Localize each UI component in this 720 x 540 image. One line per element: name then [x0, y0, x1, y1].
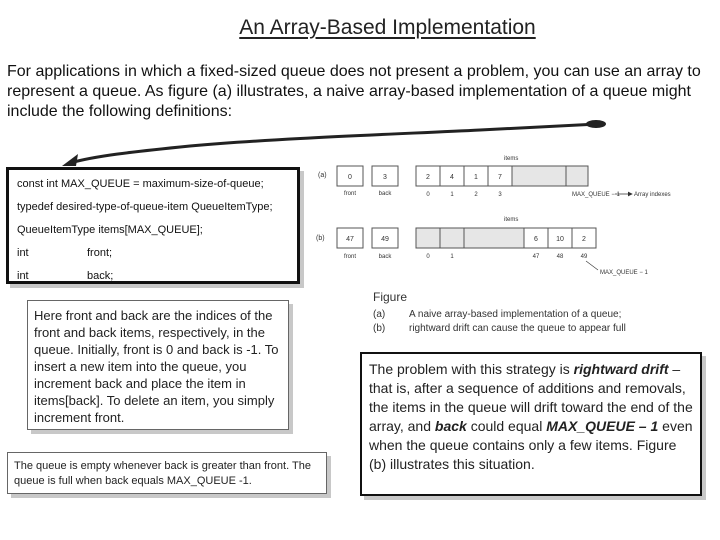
panel-b-front-value: 47: [346, 236, 354, 243]
panel-b-cell-49: 2: [582, 236, 586, 243]
panel-b-cell-48: 10: [556, 236, 564, 243]
code-keyword: int: [17, 247, 29, 259]
code-line-back: [17, 270, 113, 282]
panel-a-index-2: 2: [474, 192, 478, 198]
panel-b-index-0: 0: [426, 254, 430, 260]
code-line-typedef: typedef desired-type-of-queue-item QueueItemType;: [17, 201, 273, 213]
code-definitions-box: [6, 167, 300, 284]
drift-text: – that is, after a sequence of additions and removals, the items in the queue will drift toward the end of the array, and: [369, 361, 693, 434]
empty-full-note: The queue is empty whenever back is greater than front. The queue is full when back equals MAX_QUEUE -1.: [7, 452, 327, 494]
panel-a-array-label: items: [504, 156, 519, 162]
panel-b-index-49: 49: [580, 254, 588, 260]
panel-a-front-value: 0: [348, 174, 352, 181]
drift-term-back: back: [434, 418, 467, 434]
code-keyword: int: [17, 270, 29, 282]
drift-text: could equal: [466, 418, 547, 434]
panel-b-array-label: items: [504, 217, 519, 223]
caption-a: [373, 309, 621, 320]
panel-b-cell-47: 6: [534, 236, 538, 243]
panel-a-index-3: 3: [498, 192, 502, 198]
panel-a-cell-1: 4: [450, 174, 454, 181]
panel-a-arrow-label: Array indexes: [634, 192, 671, 198]
panel-b-index-48: 48: [556, 254, 564, 260]
panel-a-tag: (a): [318, 172, 327, 179]
drift-text: even when the queue contains only a few items. Figure (b) illustrates this situation.: [369, 418, 693, 472]
code-line-front: [17, 247, 112, 259]
queue-figure: [312, 140, 712, 285]
panel-b-index-1: 1: [450, 254, 454, 260]
panel-a-cell-3: 7: [498, 174, 502, 181]
panel-b-back-value: 49: [381, 236, 389, 243]
panel-a-max-label: MAX_QUEUE − 1: [572, 192, 620, 198]
panel-b-array: [416, 228, 596, 248]
code-line-items: QueueItemType items[MAX_QUEUE];: [17, 224, 203, 236]
panel-b-index-47: 47: [532, 254, 540, 260]
slide-title-text: An Array-Based Implementation: [239, 16, 536, 39]
intro-paragraph: For applications in which a fixed-sized queue does not present a problem, you can use an array to represent a queue. As figure (a) illustrates, a naive array-based implementation of a queue might include the following definitions:: [7, 63, 701, 120]
figure-label: Figure: [373, 290, 408, 304]
panel-a-back-value: 3: [383, 174, 387, 181]
panel-a-cell-0: 2: [426, 174, 430, 181]
caption-text: rightward drift can cause the queue to appear full: [409, 323, 626, 334]
panel-a-cell-2: 1: [474, 174, 478, 181]
panel-a-index-1: 1: [450, 192, 454, 198]
front-back-description: Here front and back are the indices of the front and back items, respectively, in the queue. Initially, front is 0 and back is -1. To insert a new item into the queue, you increment back and place the item in items[back]. To delete an item, you simply increment front.: [27, 300, 289, 430]
panel-b-max-leader: [586, 261, 598, 270]
panel-b-back-label: back: [378, 254, 392, 260]
code-identifier: front;: [87, 247, 113, 259]
caption-tag: (b): [373, 323, 386, 334]
panel-b-front-label: front: [343, 254, 357, 260]
drift-text: The problem with this strategy is: [369, 361, 574, 377]
caption-tag: (a): [373, 309, 386, 320]
panel-a-front-label: front: [343, 191, 357, 197]
panel-a-index-0: 0: [426, 192, 430, 198]
code-identifier: back;: [87, 270, 114, 282]
caption-text: A naive array-based implementation of a queue;: [409, 309, 622, 320]
panel-a-array: [416, 166, 588, 186]
rightward-drift-box: [360, 352, 702, 496]
panel-a-back-label: back: [378, 191, 392, 197]
drift-term: rightward drift: [573, 361, 669, 377]
panel-b-tag: (b): [316, 235, 325, 242]
code-line-max-queue: const int MAX_QUEUE = maximum-size-of-queue;: [17, 178, 264, 190]
caption-b: [373, 323, 626, 334]
drift-term-max: MAX_QUEUE – 1: [546, 418, 659, 434]
panel-b-max-label: MAX_QUEUE − 1: [600, 270, 648, 276]
